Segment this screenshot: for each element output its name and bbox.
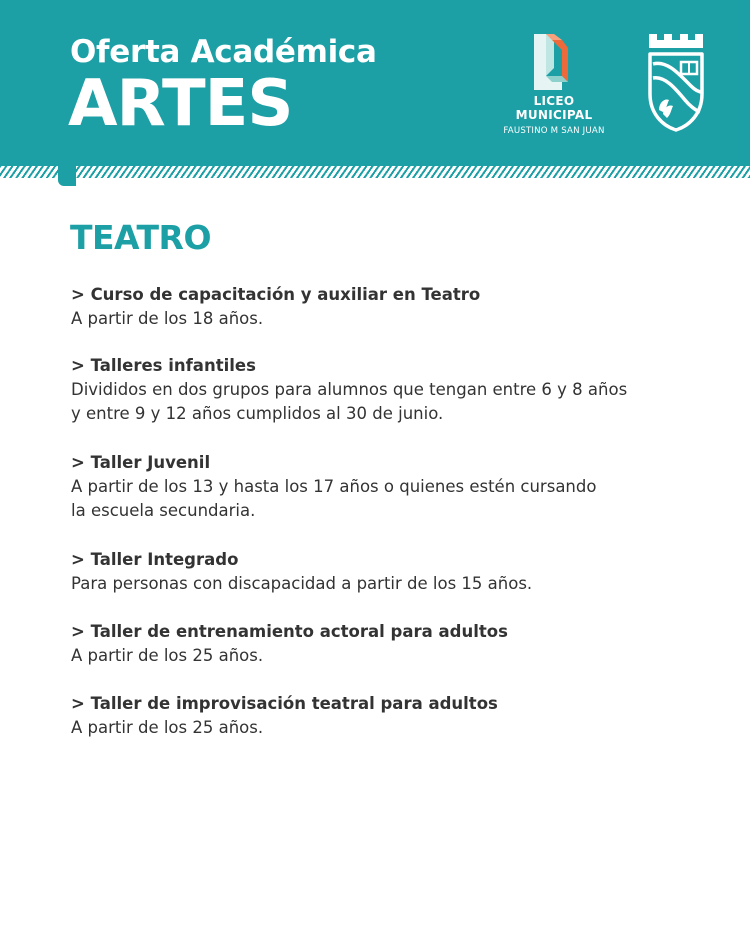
logo-name	[492, 94, 616, 122]
course-item	[71, 619, 508, 668]
course-item	[71, 691, 498, 740]
logo-subtitle: FAUSTINO M SAN JUAN	[503, 126, 605, 136]
header-stripe-divider	[0, 166, 750, 178]
course-title: > Taller de improvisación teatral para adultos	[71, 694, 498, 713]
course-description	[71, 378, 627, 426]
course-description-line: y entre 9 y 12 años cumplidos al 30 de junio.	[71, 404, 444, 423]
liceo-municipal-logo	[492, 30, 616, 142]
course-description-line: A partir de los 25 años.	[71, 718, 264, 737]
course-description-line: A partir de los 18 años.	[71, 309, 264, 328]
course-item	[71, 282, 480, 331]
logo-name-line2: MUNICIPAL	[515, 108, 593, 122]
course-title: > Taller Juvenil	[71, 453, 211, 472]
course-title: > Taller de entrenamiento actoral para adultos	[71, 622, 508, 641]
course-description	[71, 644, 508, 668]
course-description-line: Para personas con discapacidad a partir de los 15 años.	[71, 574, 533, 593]
liceo-municipal-logo-icon	[532, 32, 570, 92]
course-description	[71, 716, 498, 740]
course-title: > Talleres infantiles	[71, 356, 256, 375]
municipal-shield-icon	[645, 30, 707, 132]
section-title: TEATRO	[70, 218, 212, 257]
speech-bubble-tail	[58, 164, 76, 186]
page-title: ARTES	[68, 67, 293, 141]
course-description-line: A partir de los 25 años.	[71, 646, 264, 665]
course-item	[71, 450, 596, 523]
course-description-line: Divididos en dos grupos para alumnos que tengan entre 6 y 8 años	[71, 380, 628, 399]
course-description	[71, 475, 596, 523]
course-title: > Taller Integrado	[71, 550, 239, 569]
header-subtitle: Oferta Académica	[70, 34, 377, 70]
logo-name-line1: LICEO	[533, 94, 575, 108]
course-description	[71, 572, 532, 596]
course-item	[71, 353, 627, 426]
course-title: > Curso de capacitación y auxiliar en Teatro	[71, 285, 481, 304]
course-description	[71, 307, 480, 331]
course-item	[71, 547, 532, 596]
course-description-line: la escuela secundaria.	[71, 501, 256, 520]
course-description-line: A partir de los 13 y hasta los 17 años o quienes estén cursando	[71, 477, 597, 496]
